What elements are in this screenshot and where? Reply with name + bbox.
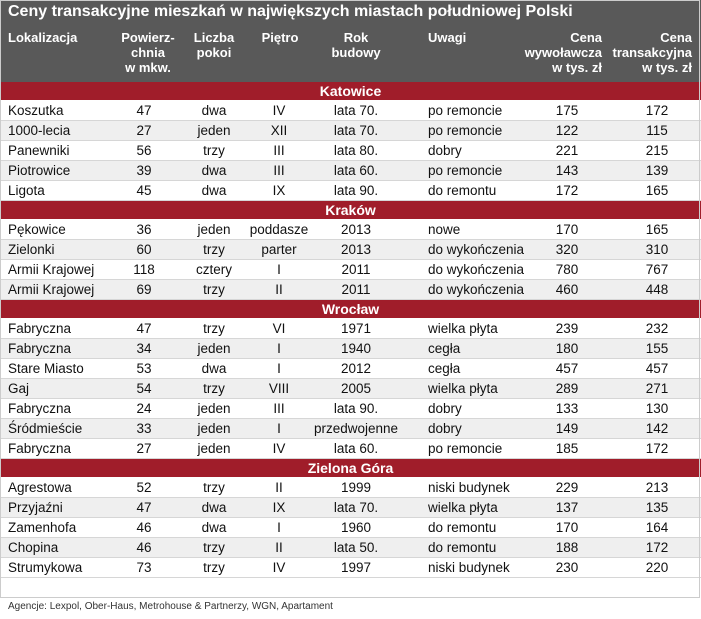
cell-cena-transakcyjna: 271	[645, 381, 669, 396]
table-row	[0, 260, 701, 280]
cell-pokoje: jeden	[197, 441, 231, 456]
cell-rok: lata 50.	[333, 540, 379, 555]
cell-cena-wywolawcza: 320	[555, 242, 579, 257]
cell-pokoje: trzy	[203, 540, 225, 555]
cell-pokoje: dwa	[201, 361, 227, 376]
cell-rok: 1999	[340, 480, 372, 495]
cell-uwagi: cegła	[428, 361, 461, 376]
cell-uwagi: dobry	[428, 143, 462, 158]
cell-cena-wywolawcza: 780	[555, 262, 579, 277]
cell-pietro: IX	[272, 500, 286, 515]
cell-powierzchnia: 27	[136, 123, 152, 138]
cell-lokalizacja: Stare Miasto	[8, 361, 84, 376]
cell-lokalizacja: Przyjaźni	[8, 500, 63, 515]
row-divider	[0, 577, 701, 578]
cell-rok: 2011	[341, 282, 371, 297]
table-row	[0, 121, 701, 141]
cell-cena-wywolawcza: 185	[555, 441, 579, 456]
source-note: Agencje: Lexpol, Ober-Haus, Metrohouse & Partnerzy, WGN, Apartament	[8, 601, 333, 612]
cell-cena-wywolawcza: 229	[555, 480, 579, 495]
cell-pietro: I	[277, 262, 281, 277]
cell-lokalizacja: Śródmieście	[8, 421, 83, 436]
table-row	[0, 379, 701, 399]
cell-rok: lata 60.	[333, 441, 379, 456]
cell-cena-transakcyjna: 165	[645, 183, 669, 198]
cell-cena-transakcyjna: 130	[645, 401, 669, 416]
cell-pokoje: dwa	[201, 183, 227, 198]
cell-powierzchnia: 46	[136, 540, 152, 555]
table-row	[0, 359, 701, 379]
cell-powierzchnia: 60	[136, 242, 152, 257]
section-header: Wrocław	[0, 300, 701, 318]
cell-rok: lata 80.	[333, 143, 379, 158]
cell-rok: lata 60.	[333, 163, 379, 178]
table-row	[0, 240, 701, 260]
table-row	[0, 339, 701, 359]
cell-powierzchnia: 45	[136, 183, 152, 198]
cell-uwagi: po remoncie	[428, 123, 503, 138]
cell-cena-transakcyjna: 220	[645, 560, 669, 575]
table-row	[0, 141, 701, 161]
cell-cena-wywolawcza: 175	[555, 103, 579, 118]
cell-powierzchnia: 34	[136, 341, 152, 356]
cell-rok: 1960	[340, 520, 372, 535]
cell-lokalizacja: Zielonki	[8, 242, 55, 257]
cell-lokalizacja: Armii Krajowej	[8, 282, 95, 297]
cell-pietro: II	[275, 282, 283, 297]
cell-powierzchnia: 52	[136, 480, 152, 495]
col-header-pietro: Piętro	[261, 30, 299, 45]
table-title: Ceny transakcyjne mieszkań w największych miastach południowej Polski	[8, 3, 573, 20]
cell-pokoje: trzy	[203, 480, 225, 495]
cell-pokoje: trzy	[203, 143, 225, 158]
cell-pietro: I	[277, 341, 281, 356]
col-header-cena-wywolawcza: Cena wywoławcza w tys. zł	[524, 30, 602, 75]
section-header: Zielona Góra	[0, 459, 701, 477]
cell-cena-wywolawcza: 143	[555, 163, 579, 178]
cell-pietro: IV	[272, 441, 286, 456]
cell-cena-wywolawcza: 170	[555, 520, 579, 535]
cell-pokoje: trzy	[203, 381, 225, 396]
cell-pietro: XII	[270, 123, 288, 138]
cell-powierzchnia: 56	[136, 143, 152, 158]
cell-rok: 1940	[340, 341, 372, 356]
cell-pokoje: dwa	[201, 103, 227, 118]
col-header-pokoje: Liczba pokoi	[193, 30, 235, 60]
cell-cena-wywolawcza: 221	[555, 143, 579, 158]
cell-cena-transakcyjna: 115	[646, 123, 668, 138]
cell-rok: 2011	[341, 262, 371, 277]
cell-powierzchnia: 47	[136, 103, 152, 118]
cell-pietro: VIII	[268, 381, 290, 396]
table-row	[0, 280, 701, 300]
cell-cena-wywolawcza: 188	[555, 540, 579, 555]
cell-lokalizacja: Piotrowice	[8, 163, 71, 178]
cell-cena-transakcyjna: 172	[645, 540, 669, 555]
cell-rok: lata 70.	[333, 123, 379, 138]
cell-cena-wywolawcza: 122	[555, 123, 579, 138]
cell-powierzchnia: 24	[136, 401, 152, 416]
cell-uwagi: wielka płyta	[428, 381, 498, 396]
cell-powierzchnia: 36	[136, 222, 152, 237]
cell-lokalizacja: Strumykowa	[8, 560, 83, 575]
cell-pokoje: dwa	[201, 520, 227, 535]
cell-uwagi: do wykończenia	[428, 282, 525, 297]
cell-pokoje: trzy	[203, 242, 225, 257]
cell-uwagi: dobry	[428, 401, 462, 416]
col-header-cena-transakcyjna: Cena transakcyjna w tys. zł	[612, 30, 692, 75]
table-row	[0, 478, 701, 498]
cell-pietro: I	[277, 361, 281, 376]
cell-pietro: III	[273, 401, 285, 416]
cell-lokalizacja: Panewniki	[8, 143, 70, 158]
cell-pokoje: jeden	[197, 123, 231, 138]
cell-lokalizacja: Fabryczna	[8, 341, 72, 356]
cell-rok: 2005	[340, 381, 372, 396]
cell-lokalizacja: Ligota	[8, 183, 45, 198]
cell-cena-transakcyjna: 767	[645, 262, 669, 277]
cell-pietro: II	[275, 540, 283, 555]
cell-cena-wywolawcza: 239	[555, 321, 579, 336]
cell-cena-wywolawcza: 230	[555, 560, 579, 575]
cell-cena-transakcyjna: 164	[645, 520, 669, 535]
cell-rok: 1971	[340, 321, 372, 336]
cell-uwagi: wielka płyta	[428, 500, 498, 515]
cell-lokalizacja: 1000-lecia	[8, 123, 71, 138]
cell-uwagi: do wykończenia	[428, 242, 525, 257]
table-row	[0, 439, 701, 459]
table-row	[0, 558, 701, 578]
section-header: Kraków	[0, 201, 701, 219]
cell-pokoje: dwa	[201, 163, 227, 178]
cell-cena-wywolawcza: 289	[555, 381, 579, 396]
cell-pokoje: trzy	[203, 282, 225, 297]
cell-powierzchnia: 47	[136, 321, 152, 336]
table-row	[0, 518, 701, 538]
cell-uwagi: dobry	[428, 421, 462, 436]
cell-cena-transakcyjna: 172	[645, 103, 669, 118]
cell-powierzchnia: 54	[136, 381, 152, 396]
cell-pietro: II	[275, 480, 283, 495]
cell-cena-wywolawcza: 180	[555, 341, 579, 356]
col-header-powierzchnia: Powierz- chnia w mkw.	[121, 30, 175, 75]
cell-rok: 1997	[340, 560, 372, 575]
cell-uwagi: cegła	[428, 341, 461, 356]
cell-cena-wywolawcza: 172	[555, 183, 579, 198]
table-row	[0, 161, 701, 181]
cell-pokoje: jeden	[197, 341, 231, 356]
cell-uwagi: po remoncie	[428, 441, 503, 456]
cell-pietro: III	[273, 143, 285, 158]
cell-pietro: VI	[272, 321, 286, 336]
cell-powierzchnia: 46	[136, 520, 152, 535]
cell-rok: lata 90.	[333, 401, 379, 416]
cell-cena-wywolawcza: 460	[555, 282, 579, 297]
cell-rok: 2013	[340, 222, 372, 237]
cell-lokalizacja: Gaj	[8, 381, 30, 396]
cell-cena-transakcyjna: 172	[645, 441, 669, 456]
cell-rok: przedwojenne	[313, 421, 399, 436]
cell-powierzchnia: 33	[136, 421, 152, 436]
table-row	[0, 538, 701, 558]
cell-pokoje: jeden	[197, 421, 231, 436]
cell-lokalizacja: Fabryczna	[8, 321, 72, 336]
cell-uwagi: nowe	[428, 222, 461, 237]
col-header-rok: Rok budowy	[331, 30, 381, 60]
cell-pokoje: cztery	[195, 262, 232, 277]
cell-cena-transakcyjna: 232	[645, 321, 669, 336]
cell-uwagi: niski budynek	[428, 480, 510, 495]
cell-lokalizacja: Pękowice	[8, 222, 66, 237]
cell-pokoje: trzy	[203, 321, 225, 336]
cell-pietro: poddasze	[249, 222, 309, 237]
cell-cena-transakcyjna: 457	[645, 361, 669, 376]
cell-pietro: IV	[272, 560, 286, 575]
col-header-uwagi: Uwagi	[428, 30, 467, 45]
cell-pietro: I	[277, 421, 281, 436]
cell-uwagi: po remoncie	[428, 103, 503, 118]
cell-powierzchnia: 118	[133, 262, 155, 277]
cell-uwagi: do remontu	[428, 183, 497, 198]
cell-cena-transakcyjna: 135	[645, 500, 669, 515]
cell-uwagi: po remoncie	[428, 163, 503, 178]
cell-lokalizacja: Zamenhofa	[8, 520, 77, 535]
cell-rok: 2012	[340, 361, 372, 376]
cell-cena-transakcyjna: 310	[645, 242, 669, 257]
cell-lokalizacja: Armii Krajowej	[8, 262, 95, 277]
cell-uwagi: do wykończenia	[428, 262, 525, 277]
cell-uwagi: niski budynek	[428, 560, 510, 575]
cell-rok: 2013	[340, 242, 372, 257]
cell-pokoje: dwa	[201, 500, 227, 515]
cell-cena-wywolawcza: 137	[555, 500, 579, 515]
cell-pokoje: trzy	[203, 560, 225, 575]
cell-pokoje: jeden	[197, 401, 231, 416]
cell-uwagi: wielka płyta	[428, 321, 498, 336]
table-row	[0, 220, 701, 240]
table-row	[0, 419, 701, 439]
table-row	[0, 181, 701, 201]
cell-powierzchnia: 73	[136, 560, 152, 575]
cell-powierzchnia: 47	[136, 500, 152, 515]
cell-rok: lata 90.	[333, 183, 379, 198]
cell-lokalizacja: Fabryczna	[8, 401, 72, 416]
cell-cena-transakcyjna: 448	[645, 282, 669, 297]
table-row	[0, 399, 701, 419]
cell-cena-wywolawcza: 170	[555, 222, 579, 237]
cell-cena-transakcyjna: 155	[645, 341, 669, 356]
table-header	[0, 0, 701, 82]
cell-uwagi: do remontu	[428, 520, 497, 535]
table-row	[0, 319, 701, 339]
col-header-lokalizacja: Lokalizacja	[8, 30, 78, 45]
cell-uwagi: do remontu	[428, 540, 497, 555]
table-row	[0, 498, 701, 518]
cell-pietro: IX	[272, 183, 286, 198]
cell-pietro: parter	[261, 242, 297, 257]
cell-lokalizacja: Chopina	[8, 540, 59, 555]
cell-cena-wywolawcza: 457	[555, 361, 579, 376]
cell-powierzchnia: 27	[136, 441, 152, 456]
cell-cena-wywolawcza: 149	[555, 421, 579, 436]
cell-cena-transakcyjna: 165	[645, 222, 669, 237]
cell-pietro: III	[273, 163, 285, 178]
cell-powierzchnia: 39	[136, 163, 152, 178]
table-row	[0, 101, 701, 121]
cell-pietro: I	[277, 520, 281, 535]
section-header: Katowice	[0, 82, 701, 100]
cell-pietro: IV	[272, 103, 286, 118]
cell-lokalizacja: Fabryczna	[8, 441, 72, 456]
cell-cena-wywolawcza: 133	[555, 401, 579, 416]
cell-cena-transakcyjna: 139	[645, 163, 669, 178]
cell-rok: lata 70.	[333, 103, 379, 118]
cell-cena-transakcyjna: 213	[645, 480, 669, 495]
cell-rok: lata 70.	[333, 500, 379, 515]
cell-lokalizacja: Koszutka	[8, 103, 64, 118]
cell-lokalizacja: Agrestowa	[8, 480, 72, 495]
cell-cena-transakcyjna: 142	[645, 421, 669, 436]
cell-cena-transakcyjna: 215	[645, 143, 669, 158]
cell-powierzchnia: 53	[136, 361, 152, 376]
cell-pokoje: jeden	[197, 222, 231, 237]
cell-powierzchnia: 69	[136, 282, 152, 297]
